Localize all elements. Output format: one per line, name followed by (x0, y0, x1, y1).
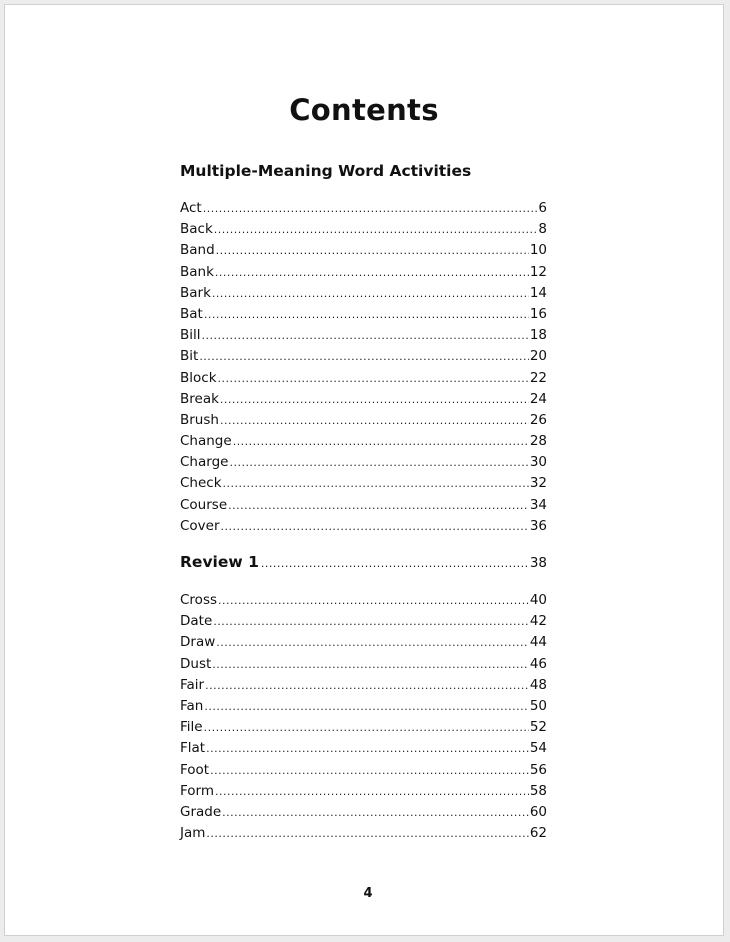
toc-entry[interactable] (180, 516, 547, 537)
toc-list-group-2 (180, 590, 547, 844)
toc-entry[interactable] (180, 675, 547, 696)
toc-entry-page: 62 (529, 825, 547, 842)
toc-entry-page: 30 (529, 454, 547, 471)
toc-entry[interactable] (180, 262, 547, 283)
toc-entry-label: Bat (180, 305, 203, 322)
dot-leader (220, 389, 529, 410)
toc-entry-page: 52 (529, 719, 547, 736)
toc-entry-page: 14 (529, 284, 547, 301)
toc-entry[interactable] (180, 452, 547, 473)
toc-entry[interactable] (180, 198, 547, 219)
dot-leader (213, 611, 529, 632)
toc-list-group-1 (180, 198, 547, 537)
toc-entry[interactable] (180, 696, 547, 717)
toc-entry-page: 48 (529, 676, 547, 693)
toc-entry-label: Band (180, 242, 215, 259)
toc-entry[interactable] (180, 473, 547, 494)
toc-entry[interactable] (180, 325, 547, 346)
toc-entry-label: Fair (180, 676, 205, 693)
toc-entry-label: Bill (180, 327, 201, 344)
toc-entry-label: Check (180, 475, 222, 492)
dot-leader (222, 802, 529, 823)
dot-leader (204, 304, 529, 325)
page-number: 4 (363, 886, 373, 901)
dot-leader (215, 262, 529, 283)
dot-leader (261, 553, 528, 575)
toc-entry-page: 8 (538, 221, 547, 238)
toc-entry-page: 58 (529, 782, 547, 799)
toc-entry[interactable] (180, 611, 547, 632)
toc-entry-label: Review 1 (180, 553, 259, 571)
dot-leader (216, 240, 529, 261)
toc-entry[interactable] (180, 590, 547, 611)
toc-entry-label: Dust (180, 655, 212, 672)
toc-entry[interactable] (180, 283, 547, 304)
toc-entry-label: Course (180, 496, 228, 513)
toc-entry-label: Fan (180, 697, 204, 714)
dot-leader (233, 431, 529, 452)
dot-leader (216, 632, 529, 653)
toc-entry-label: Back (180, 221, 213, 238)
toc-entry-page: 60 (529, 803, 547, 820)
toc-entry-page: 36 (529, 517, 547, 534)
dot-leader (203, 198, 538, 219)
toc-entry-label: Draw (180, 634, 216, 651)
toc-entry-label: Flat (180, 740, 206, 757)
dot-leader (228, 495, 529, 516)
toc-entry-page: 6 (538, 200, 547, 216)
toc-entry-label: Form (180, 782, 215, 799)
toc-entry-page: 42 (529, 613, 547, 630)
toc-entry-label: Act (180, 200, 202, 216)
toc-entry[interactable] (180, 738, 547, 759)
toc-entry-label: Date (180, 613, 213, 630)
toc-entry-label: Bark (180, 284, 211, 301)
toc-entry-label: Cover (180, 517, 220, 534)
toc-entry[interactable] (180, 632, 547, 653)
toc-entry-page: 12 (529, 263, 547, 280)
dot-leader (205, 675, 529, 696)
toc-entry-page: 54 (529, 740, 547, 757)
toc-entry[interactable] (180, 654, 547, 675)
dot-leader (212, 654, 529, 675)
toc-entry-label: Bank (180, 263, 214, 280)
toc-entry-page: 44 (529, 634, 547, 651)
dot-leader (199, 346, 529, 367)
toc-entry-page: 18 (529, 327, 547, 344)
toc-entry-page: 40 (529, 592, 547, 608)
toc-entry-label: Jam (180, 825, 206, 842)
toc-entry[interactable] (180, 781, 547, 802)
document-page (4, 4, 724, 936)
toc-entry[interactable] (180, 410, 547, 431)
toc-entry-label: Break (180, 390, 219, 407)
toc-entry-page: 46 (529, 655, 547, 672)
toc-entry-label: Bit (180, 348, 199, 365)
dot-leader (202, 325, 529, 346)
toc-entry-label: Change (180, 433, 232, 450)
dot-leader (204, 717, 529, 738)
toc-entry-page: 24 (529, 390, 547, 407)
toc-entry[interactable] (180, 717, 547, 738)
dot-leader (214, 219, 538, 240)
toc-entry-label: File (180, 719, 203, 736)
toc-entry-page: 32 (529, 475, 547, 492)
toc-entry-label: Foot (180, 761, 210, 778)
dot-leader (229, 452, 528, 473)
toc-entry-label: Block (180, 369, 217, 386)
dot-leader (215, 781, 529, 802)
dot-leader (221, 516, 529, 537)
toc-entry-label: Charge (180, 454, 229, 471)
toc-entry-page: 16 (529, 305, 547, 322)
toc-entry[interactable] (180, 219, 547, 240)
toc-entry-page: 56 (529, 761, 547, 778)
section-heading: Multiple-Meaning Word Activities (180, 162, 472, 180)
dot-leader (210, 760, 529, 781)
toc-entry-page: 20 (529, 348, 547, 365)
toc-entry-page: 10 (529, 242, 547, 259)
page-title: Contents (289, 93, 439, 127)
toc-entry[interactable] (180, 431, 547, 452)
toc-entry-label: Grade (180, 803, 222, 820)
dot-leader (204, 696, 528, 717)
dot-leader (223, 473, 529, 494)
toc-entry-page: 38 (529, 555, 547, 571)
dot-leader (206, 823, 528, 844)
toc-entry[interactable] (180, 495, 547, 516)
toc-entry[interactable] (180, 389, 547, 410)
toc-entry-label: Cross (180, 592, 218, 608)
toc-entry-page: 26 (529, 411, 547, 428)
toc-entry[interactable] (180, 368, 547, 389)
dot-leader (212, 283, 529, 304)
dot-leader (206, 738, 529, 759)
dot-leader (220, 410, 529, 431)
toc-entry[interactable] (180, 802, 547, 823)
dot-leader (218, 368, 529, 389)
toc-entry-page: 34 (529, 496, 547, 513)
toc-entry-label: Brush (180, 411, 219, 428)
dot-leader (218, 590, 529, 611)
toc-entry[interactable] (180, 823, 547, 844)
toc-entry[interactable] (180, 304, 547, 325)
toc-entry[interactable] (180, 346, 547, 367)
toc-entry[interactable] (180, 760, 547, 781)
toc-entry-review[interactable] (180, 551, 547, 575)
toc-entry-page: 28 (529, 433, 547, 450)
toc-entry-page: 50 (529, 697, 547, 714)
toc-entry-page: 22 (529, 369, 547, 386)
toc-entry[interactable] (180, 240, 547, 261)
